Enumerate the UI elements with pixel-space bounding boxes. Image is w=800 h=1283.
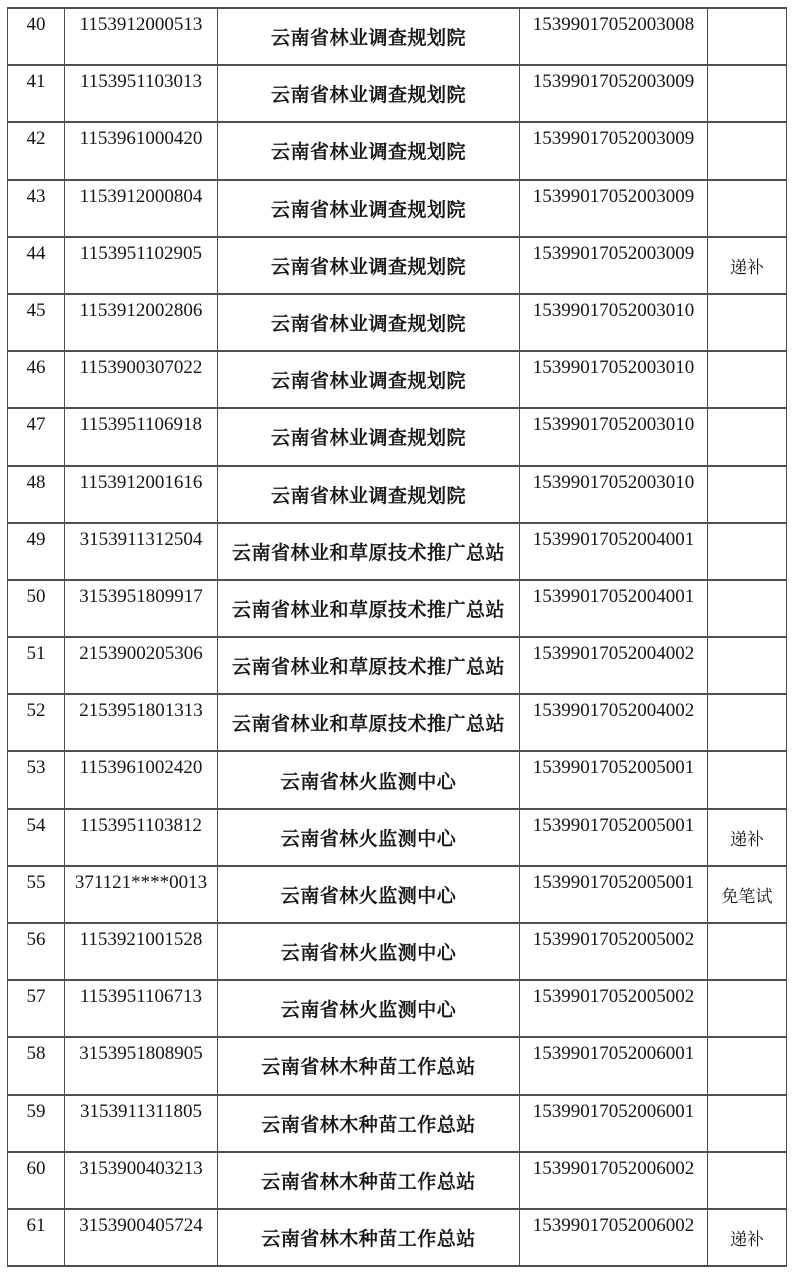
candidate-id: 371121****0013 [65, 866, 218, 923]
employer-name: 云南省林业调查规划院 [218, 8, 520, 65]
candidate-id: 1153961000420 [65, 122, 218, 179]
remark: 免笔试 [708, 866, 787, 923]
results-table [7, 7, 787, 1267]
remark [708, 65, 787, 122]
row-number: 45 [8, 294, 65, 351]
table-row [8, 1152, 787, 1209]
table-row [8, 408, 787, 465]
candidate-id: 1153912002806 [65, 294, 218, 351]
employer-name: 云南省林木种苗工作总站 [218, 1152, 520, 1209]
row-number: 58 [8, 1037, 65, 1094]
employer-name: 云南省林业和草原技术推广总站 [218, 637, 520, 694]
row-number: 52 [8, 694, 65, 751]
row-number: 44 [8, 237, 65, 294]
position-code: 15399017052003010 [520, 294, 708, 351]
position-code: 15399017052005002 [520, 923, 708, 980]
position-code: 15399017052005001 [520, 751, 708, 808]
employer-name: 云南省林业调查规划院 [218, 294, 520, 351]
row-number: 56 [8, 923, 65, 980]
employer-name: 云南省林火监测中心 [218, 980, 520, 1037]
table-row [8, 751, 787, 808]
position-code: 15399017052003010 [520, 408, 708, 465]
remark [708, 580, 787, 637]
candidate-id: 2153900205306 [65, 637, 218, 694]
position-code: 15399017052003009 [520, 65, 708, 122]
table-row [8, 980, 787, 1037]
row-number: 53 [8, 751, 65, 808]
remark [708, 294, 787, 351]
candidate-id: 3153951808905 [65, 1037, 218, 1094]
table-row [8, 809, 787, 866]
employer-name: 云南省林业和草原技术推广总站 [218, 580, 520, 637]
table-row [8, 8, 787, 65]
table-row [8, 122, 787, 179]
remark [708, 351, 787, 408]
position-code: 15399017052003010 [520, 466, 708, 523]
position-code: 15399017052006001 [520, 1037, 708, 1094]
employer-name: 云南省林火监测中心 [218, 751, 520, 808]
remark: 递补 [708, 1209, 787, 1266]
row-number: 54 [8, 809, 65, 866]
position-code: 15399017052006002 [520, 1209, 708, 1266]
candidate-id: 1153951106713 [65, 980, 218, 1037]
position-code: 15399017052003009 [520, 237, 708, 294]
candidate-id: 1153921001528 [65, 923, 218, 980]
remark [708, 923, 787, 980]
table-row [8, 466, 787, 523]
employer-name: 云南省林业调查规划院 [218, 65, 520, 122]
remark [708, 694, 787, 751]
table-row [8, 294, 787, 351]
candidate-id: 2153951801313 [65, 694, 218, 751]
row-number: 49 [8, 523, 65, 580]
candidate-id: 1153900307022 [65, 351, 218, 408]
candidate-id: 1153912000804 [65, 180, 218, 237]
row-number: 61 [8, 1209, 65, 1266]
candidate-id: 3153911311805 [65, 1095, 218, 1152]
employer-name: 云南省林木种苗工作总站 [218, 1209, 520, 1266]
candidate-id: 1153951102905 [65, 237, 218, 294]
row-number: 50 [8, 580, 65, 637]
row-number: 46 [8, 351, 65, 408]
remark [708, 180, 787, 237]
remark [708, 751, 787, 808]
candidate-id: 1153912001616 [65, 466, 218, 523]
employer-name: 云南省林木种苗工作总站 [218, 1095, 520, 1152]
table-row [8, 866, 787, 923]
employer-name: 云南省林业调查规划院 [218, 122, 520, 179]
remark [708, 466, 787, 523]
position-code: 15399017052003008 [520, 8, 708, 65]
remark [708, 637, 787, 694]
position-code: 15399017052005002 [520, 980, 708, 1037]
table-row [8, 923, 787, 980]
table-row [8, 180, 787, 237]
remark [708, 1037, 787, 1094]
position-code: 15399017052006001 [520, 1095, 708, 1152]
results-table-body [8, 8, 787, 1266]
employer-name: 云南省林业和草原技术推广总站 [218, 694, 520, 751]
candidate-id: 1153912000513 [65, 8, 218, 65]
candidate-id: 1153951106918 [65, 408, 218, 465]
row-number: 47 [8, 408, 65, 465]
row-number: 51 [8, 637, 65, 694]
candidate-id: 3153951809917 [65, 580, 218, 637]
candidate-id: 3153900405724 [65, 1209, 218, 1266]
position-code: 15399017052004002 [520, 694, 708, 751]
table-row [8, 65, 787, 122]
remark [708, 122, 787, 179]
table-row [8, 1037, 787, 1094]
remark [708, 8, 787, 65]
candidate-id: 1153951103013 [65, 65, 218, 122]
position-code: 15399017052005001 [520, 866, 708, 923]
candidate-id: 3153900403213 [65, 1152, 218, 1209]
row-number: 43 [8, 180, 65, 237]
employer-name: 云南省林业调查规划院 [218, 466, 520, 523]
row-number: 40 [8, 8, 65, 65]
row-number: 48 [8, 466, 65, 523]
position-code: 15399017052006002 [520, 1152, 708, 1209]
table-row [8, 694, 787, 751]
table-row [8, 237, 787, 294]
employer-name: 云南省林木种苗工作总站 [218, 1037, 520, 1094]
table-row [8, 523, 787, 580]
position-code: 15399017052003010 [520, 351, 708, 408]
remark: 递补 [708, 237, 787, 294]
position-code: 15399017052005001 [520, 809, 708, 866]
row-number: 55 [8, 866, 65, 923]
row-number: 42 [8, 122, 65, 179]
employer-name: 云南省林业调查规划院 [218, 237, 520, 294]
table-row [8, 637, 787, 694]
employer-name: 云南省林业调查规划院 [218, 408, 520, 465]
employer-name: 云南省林业调查规划院 [218, 180, 520, 237]
table-row [8, 1095, 787, 1152]
row-number: 60 [8, 1152, 65, 1209]
position-code: 15399017052003009 [520, 180, 708, 237]
candidate-id: 1153951103812 [65, 809, 218, 866]
position-code: 15399017052004001 [520, 523, 708, 580]
remark [708, 408, 787, 465]
employer-name: 云南省林火监测中心 [218, 923, 520, 980]
employer-name: 云南省林火监测中心 [218, 809, 520, 866]
employer-name: 云南省林业调查规划院 [218, 351, 520, 408]
remark [708, 1095, 787, 1152]
position-code: 15399017052004002 [520, 637, 708, 694]
table-row [8, 580, 787, 637]
row-number: 59 [8, 1095, 65, 1152]
remark [708, 523, 787, 580]
table-row [8, 1209, 787, 1266]
remark [708, 1152, 787, 1209]
position-code: 15399017052004001 [520, 580, 708, 637]
remark [708, 980, 787, 1037]
employer-name: 云南省林业和草原技术推广总站 [218, 523, 520, 580]
remark: 递补 [708, 809, 787, 866]
candidate-id: 1153961002420 [65, 751, 218, 808]
row-number: 57 [8, 980, 65, 1037]
position-code: 15399017052003009 [520, 122, 708, 179]
table-row [8, 351, 787, 408]
employer-name: 云南省林火监测中心 [218, 866, 520, 923]
row-number: 41 [8, 65, 65, 122]
candidate-id: 3153911312504 [65, 523, 218, 580]
